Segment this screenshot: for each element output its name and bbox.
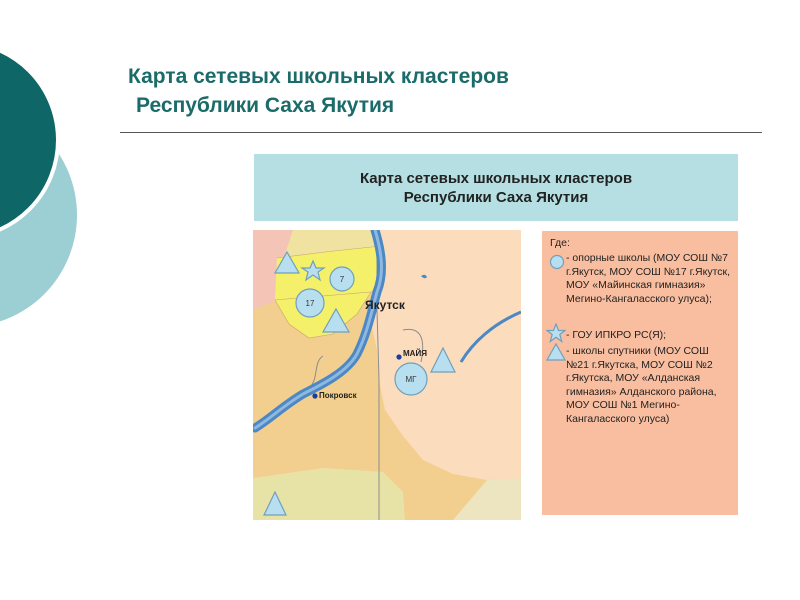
cluster-map [253,230,521,520]
map-header-line1: Карта сетевых школьных кластеров [359,170,633,187]
slide-title-line2: Республики Саха Якутия [136,94,395,117]
legend-satellite-schools: - школы спутники (МОУ СОШ №21 г.Якутска, МОУ СОШ №2 г.Якутска, МОУ «Алданская гимназия» Алданского района, МОУ СОШ №1 Мегино-Кангаласского улуса) [566,345,717,425]
title-divider [120,132,762,133]
city-label-mayya: МАЙЯ [403,349,427,358]
circle-label-17: 17 [305,299,315,308]
circle-icon [549,254,565,270]
map-legend [542,231,738,515]
slide-title [128,62,509,120]
decorative-circles [0,0,120,330]
triangle-icon [546,342,566,362]
star-icon [546,323,566,343]
legend-where: Где: [550,237,570,249]
pokrovsk-dot [312,393,317,398]
map-panel-header [254,154,738,221]
legend-core-schools: - опорные школы (МОУ СОШ №7 г.Якутск, МОУ СОШ №17 г.Якутск, МОУ «Майинская гимназия» Мегино-Кангаласского улуса); [566,252,731,305]
slide-title-line1: Карта сетевых школьных кластеров [128,65,509,88]
map-header-line2: Республики Саха Якутия [403,189,589,206]
legend-ipkro: - ГОУ ИПКРО РС(Я); [566,329,667,341]
circle-label-7: 7 [339,275,345,284]
circle-label-mg: МГ [405,375,417,384]
city-label-yakutsk: Якутск [365,298,405,312]
mayya-dot [396,354,401,359]
city-label-pokrovsk: Покровск [319,391,357,400]
